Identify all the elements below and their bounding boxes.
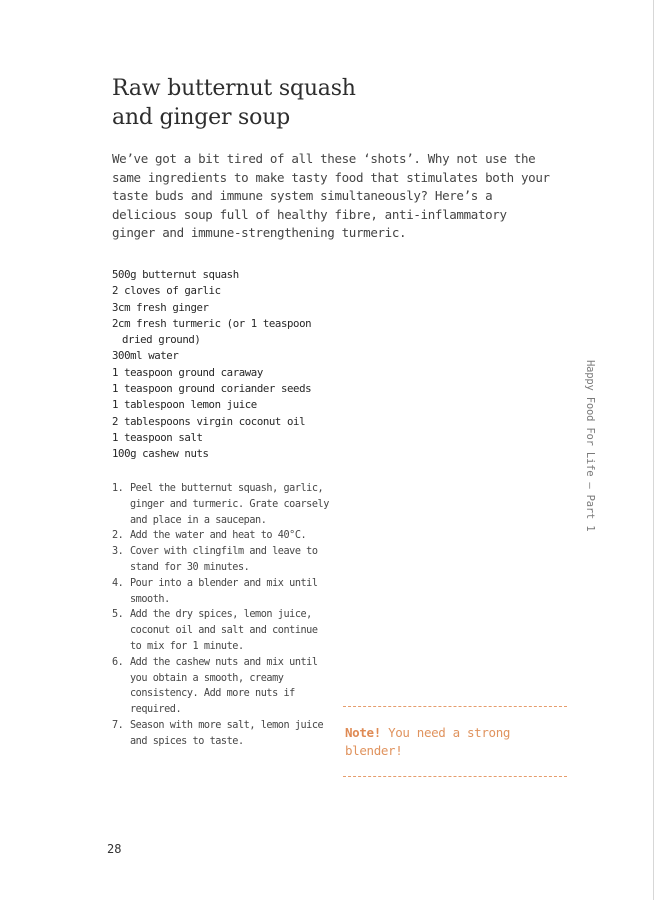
method-step [112,718,332,750]
method-steps [112,481,332,750]
recipe-title-line-2: and ginger soup [112,105,291,130]
method-step-number: 5. [112,609,124,621]
ingredient-item: 2 tablespoons virgin coconut oil [112,414,306,428]
method-step [112,576,332,608]
note-bottom-divider [343,776,567,777]
ingredient-item: 3cm fresh ginger [112,300,209,314]
method-step [112,544,332,576]
method-step-text: Cover with clingfilm and leave to stand for 30 minutes. [130,546,318,573]
ingredient-item: 100g cashew nuts [112,447,209,461]
ingredient-item: 1 teaspoon ground coriander seeds [112,382,312,396]
method-step-number: 2. [112,530,124,542]
page-edge-line [653,0,654,900]
method-step-text: Season with more salt, lemon juice and spices to taste. [130,719,324,747]
note-top-divider [343,706,567,707]
ingredient-item: 1 tablespoon lemon juice [112,398,257,412]
page-number: 28 [107,842,122,856]
method-step-text: Add the cashew nuts and mix until you obtain a smooth, creamy consistency. Add more nuts if required. [130,656,318,716]
method-step [112,655,332,718]
ingredient-item: 2 cloves of garlic [112,284,221,298]
note-content [345,724,555,760]
note-box [343,706,567,780]
method-step-text: Add the water and heat to 40°C. [130,530,307,542]
method-step [112,528,332,544]
recipe-intro: We’ve got a bit tired of all these ‘shots’. Why not use the same ingredients to make tasty food that stimulates both your taste buds and immune system simultaneously? Here’s a delicious soup full of healthy fibre, anti-inflammatory ginger and immune-strengthening turmeric. [112,151,550,240]
ingredient-item: 300ml water [112,349,179,363]
method-step-text: Peel the butternut squash, garlic, ginger and turmeric. Grate coarsely and place in a saucepan. [130,483,329,526]
ingredient-item: 1 teaspoon ground caraway [112,365,263,379]
ingredients-list [112,267,352,463]
method-step-text: Add the dry spices, lemon juice, coconut oil and salt and continue to mix for 1 minute. [130,609,318,652]
recipe-title-line-1: Raw butternut squash [112,76,356,101]
recipe-title [112,74,532,132]
ingredient-item-continued [112,332,352,348]
method-step-number: 4. [112,577,124,589]
ingredient-item: 1 teaspoon salt [112,430,203,444]
method-step-text: Pour into a blender and mix until smooth. [130,577,318,605]
method-step-number: 3. [112,546,124,558]
ingredient-item: 2cm fresh turmeric (or 1 teaspoon [112,316,312,330]
note-text: You need a strong blender! [345,725,511,758]
running-header-vertical: Happy Food For Life – Part 1 [584,360,596,532]
ingredient-continuation: dried ground) [122,333,201,347]
method-step-number: 6. [112,656,124,668]
ingredient-item: 500g butternut squash [112,268,239,281]
method-step [112,607,332,654]
method-step [112,481,332,528]
method-step-number: 1. [112,483,124,494]
method-step-number: 7. [112,719,124,731]
note-label: Note! [345,725,381,740]
